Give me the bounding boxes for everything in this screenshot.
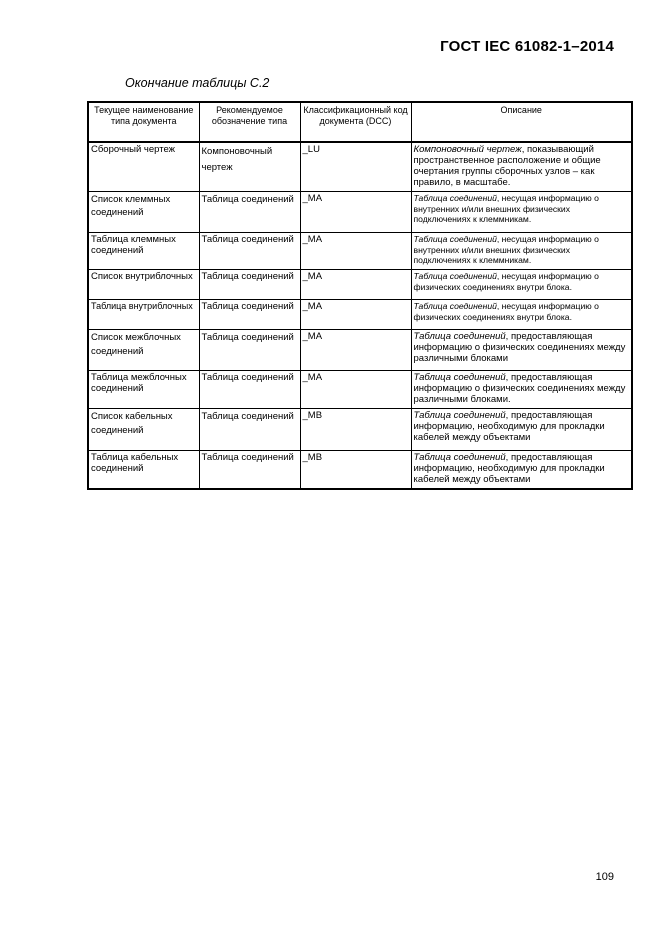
description-type-name: Компоновочный чертеж [413,144,522,155]
description-text: , предоставляющая информацию, необходимую для прокладки кабелей между объектами [413,452,605,485]
table-row [88,330,632,371]
cell-current-name: Список межблочных соединений [88,330,199,371]
description-text: , предоставляющая информацию о физических соединениях между различными блоками [413,331,626,364]
description-type-name: Таблица соединений [413,331,506,342]
cell-description [411,192,632,233]
cell-current-name: Список внутриблочных [88,270,199,300]
table-row [88,300,632,330]
cell-description [411,233,632,270]
description-type-name: Таблица соединений [413,452,506,463]
page-number: 109 [595,871,614,883]
cell-recommended: Компоновочный чертеж [199,142,300,192]
description-type-name: Таблица соединений [413,372,506,383]
cell-current-name: Таблица клеммных соединений [88,233,199,270]
description-text: , предоставляющая информацию о физических соединениях между различными блоками. [413,372,626,405]
table-row [88,142,632,192]
description-text: , предоставляющая информацию, необходимую для прокладки кабелей между объектами [413,410,605,443]
cell-recommended: Таблица соединений [199,270,300,300]
description-text: , несущая информацию о внутренних и/или внешних физических подключениях к клеммникам. [413,234,599,265]
description-type-name: Таблица соединений [413,193,497,203]
table-row [88,233,632,270]
cell-dcc: _MA [300,192,411,233]
cell-dcc: _MA [300,371,411,409]
cell-recommended: Таблица соединений [199,233,300,270]
table-row [88,270,632,300]
description-type-name: Таблица соединений [413,301,497,311]
cell-current-name: Список кабельных соединений [88,409,199,451]
cell-description [411,270,632,300]
cell-current-name: Сборочный чертеж [88,142,199,192]
column-header-dcc: Классификационный код документа (DCC) [300,102,411,142]
table-row [88,451,632,490]
description-text: , показывающий пространственное расположение и общие очертания группы сборочных узлов – как правило, в масштабе. [413,144,601,188]
description-type-name: Таблица соединений [413,271,497,281]
table-row [88,409,632,451]
cell-recommended: Таблица соединений [199,300,300,330]
cell-description [411,142,632,192]
cell-current-name: Таблица межблочных соединений [88,371,199,409]
column-header-description: Описание [411,102,632,142]
cell-description [411,451,632,490]
description-type-name: Таблица соединений [413,410,506,421]
cell-dcc: _MA [300,233,411,270]
cell-dcc: _LU [300,142,411,192]
cell-dcc: _MA [300,300,411,330]
description-text: , несущая информацию о физических соединениях внутри блока. [413,301,599,322]
cell-dcc: _MA [300,330,411,371]
cell-description [411,371,632,409]
document-types-table [87,101,633,490]
cell-current-name: Список клеммных соединений [88,192,199,233]
cell-description [411,330,632,371]
cell-recommended: Таблица соединений [199,451,300,490]
cell-description [411,300,632,330]
cell-recommended: Таблица соединений [199,192,300,233]
cell-description [411,409,632,451]
cell-recommended: Таблица соединений [199,330,300,371]
cell-recommended: Таблица соединений [199,409,300,451]
cell-current-name: Таблица внутриблочных [88,300,199,330]
column-header-recommended: Рекомендуемое обозначение типа [199,102,300,142]
description-type-name: Таблица соединений [413,234,497,244]
cell-dcc: _MA [300,270,411,300]
table-row [88,371,632,409]
cell-recommended: Таблица соединений [199,371,300,409]
description-text: , несущая информацию о внутренних и/или внешних физических подключениях к клеммникам. [413,193,599,224]
table-row [88,192,632,233]
cell-current-name: Таблица кабельных соединений [88,451,199,490]
table-caption: Окончание таблицы С.2 [125,76,270,90]
description-text: , несущая информацию о физических соединениях внутри блока. [413,271,599,292]
cell-dcc: _MB [300,451,411,490]
cell-dcc: _MB [300,409,411,451]
table-header-row [88,102,632,142]
standard-designation: ГОСТ IEC 61082-1–2014 [440,38,614,55]
column-header-current: Текущее наименование типа документа [88,102,199,142]
